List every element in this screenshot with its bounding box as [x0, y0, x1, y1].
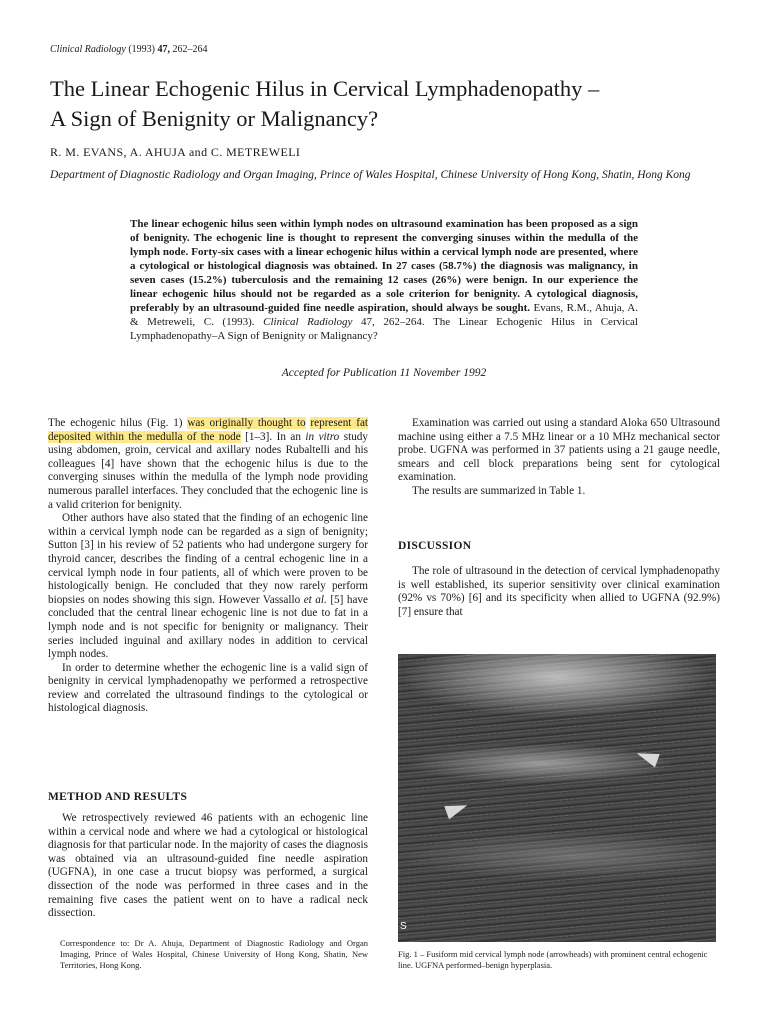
abstract-summary: The linear echogenic hilus seen within lymph nodes on ultrasound examination has been proposed as a sign of benignity. The echogenic line is thought to represent the converging sinuses within the medulla of the lymph node. Forty-six cases with a linear echogenic hilus within a cervical lymph node are presented, where a cytological or histological diagnosis was obtained. In 27 cases (58.7%) the diagnosis was malignancy, in seven cases (15.2%) tuberculosis and the remaining 12 cases (26%) were benign. In our experience the linear echogenic hilus should not be regarded as a sole criterion for benignity. A cytological diagnosis, preferably by an ultrasound-guided fine needle aspiration, should always be sought.	[130, 218, 638, 314]
title-line-2: A Sign of Benignity or Malignancy?	[50, 106, 379, 131]
intro-p2-text-a: Other authors have also stated that the finding of an echogenic line within a cervical lymph node can be regarded as a sign of benignity; Sutton [3] in his review of 52 patients who had undergone surgery for thyroid cancer, describes the finding of a central echogenic line in a cervical lymph node in four patients, all of which were proven to be histologically benign. He concluded that they now rarely perform biopsies on nodes showing this sign. However Vassallo	[48, 512, 368, 606]
affiliation: Department of Diagnostic Radiology and Organ Imaging, Prince of Wales Hospital, Chinese University of Hong Kong, Shatin, Hong Kong	[50, 169, 691, 181]
method-paragraph-1: We retrospectively reviewed 46 patients with an echogenic line within a cervical node and where we had a cytological or histological diagnosis for that particular node. In the majority of cases the diagnosis was obtained via an ultrasound-guided fine needle aspiration (UGFNA), in one case a trucut biopsy was performed, a surgical dissection of the node was performed in three cases and in the remaining five cases the patient went on to have a radical neck dissection.	[48, 812, 369, 920]
abstract-citation-a: Evans, R.M., Ahuja, A. & Metreweli, C. (1993).	[130, 302, 638, 328]
intro-p2-text-b: [5] have concluded that the central linear echogenic line is not due to fat in a lymph node and is not specific for benignity or malignancy. Their series included inguinal and axillary nodes in addition to cervical lymph nodes.	[48, 593, 368, 661]
journal-volume: 47,	[157, 44, 170, 55]
abstract	[130, 217, 638, 343]
intro-p2-et-al: et al.	[303, 593, 327, 606]
article-title	[50, 74, 730, 134]
title-line-1: The Linear Echogenic Hilus in Cervical Lymphadenopathy –	[50, 76, 600, 101]
abstract-citation-journal: Clinical Radiology	[263, 316, 353, 328]
highlighted-text-1: was originally thought to	[187, 417, 306, 429]
journal-pages: 262–264	[172, 44, 208, 55]
right-paragraph-1: Examination was carried out using a standard Aloka 650 Ultrasound machine using either a 7.5 MHz linear or a 10 MHz mechanical sector probe. UGFNA was performed in 37 patients using a 21 gauge needle, smears and cell block preparations being sent for cytological examination.	[398, 417, 720, 484]
arrowhead-icon	[634, 747, 659, 768]
intro-p1-text-c: study using abdomen, groin, cervical and axillary nodes Rubaltelli and his colleagues [4] have shown that the echogenic hilus is due to the converging sinuses within the medulla of the lymph node providing numerous parallel interfaces. They concluded that the echogenic line is a valid criterion for benignity.	[48, 430, 368, 511]
journal-name: Clinical Radiology	[50, 44, 126, 55]
arrowhead-icon	[444, 799, 469, 820]
correspondence-note: Correspondence to: Dr A. Ahuja, Department of Diagnostic Radiology and Organ Imaging, Prince of Wales Hospital, Chinese University of Hong Kong, Shatin, New Territories, Hong Kong.	[60, 938, 368, 971]
intro-p1-text-b: [1–3]. In an	[240, 430, 306, 443]
method-section	[48, 812, 368, 921]
methods-continued	[398, 417, 720, 499]
intro-paragraph-1	[48, 417, 368, 512]
authors: R. M. EVANS, A. AHUJA and C. METREWELI	[50, 145, 301, 159]
discussion-paragraph-1: The role of ultrasound in the detection of cervical lymphadenopathy is well established, its superior sensitivity over clinical examination (92% vs 70%) [6] and its specificity when allied to UGFNA (92.9%) [7] ensure that	[398, 565, 720, 618]
ultrasound-figure	[398, 654, 716, 942]
intro-paragraph-2	[48, 512, 368, 662]
right-paragraph-2: The results are summarized in Table 1.	[412, 484, 586, 497]
discussion-section	[398, 565, 720, 619]
accepted-date: Accepted for Publication 11 November 1992	[281, 367, 487, 379]
journal-year: (1993)	[128, 44, 155, 55]
intro-p1-text-a: The echogenic hilus (Fig. 1)	[48, 417, 188, 429]
highlighted-text-2: represent fat deposited within the medulla of the node	[48, 417, 369, 443]
introduction	[48, 417, 368, 716]
journal-reference	[50, 44, 208, 55]
abstract-citation-b: 47, 262–264. The Linear Echogenic Hilus in Cervical Lymphadenopathy–A Sign of Benignity or Malignancy?	[130, 316, 638, 342]
discussion-heading: DISCUSSION	[398, 540, 472, 552]
intro-paragraph-3: In order to determine whether the echogenic line is a valid sign of benignity in cervical lymphadenopathy we performed a retrospective review and correlated the ultrasound findings to the cytological or histological diagnosis.	[48, 661, 368, 715]
figure-label: S	[400, 921, 407, 932]
intro-p1-in-vitro: in vitro	[305, 430, 340, 443]
figure-caption: Fig. 1 – Fusiform mid cervical lymph node (arrowheads) with prominent central echogenic line. UGFNA performed–benign hyperplasia.	[398, 949, 708, 971]
method-heading: METHOD AND RESULTS	[48, 791, 188, 803]
